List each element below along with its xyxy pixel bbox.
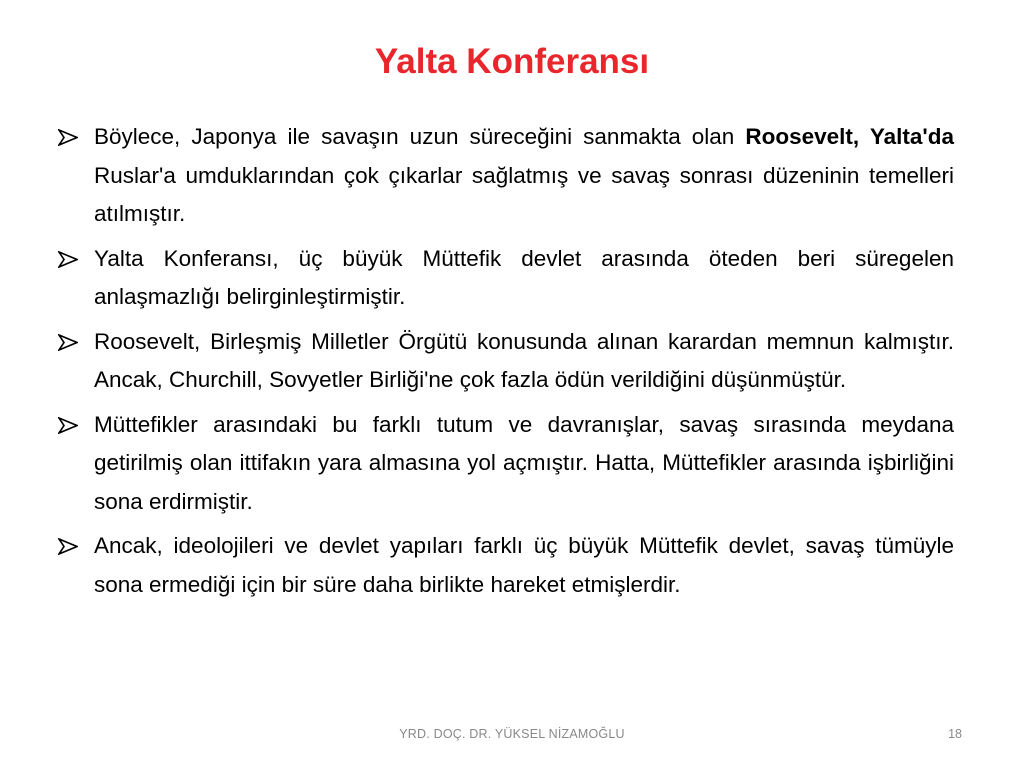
bullet-text-1-bold: Roosevelt, Yalta'da [745,124,954,149]
bullet-text-1-pre: Böylece, Japonya ile savaşın uzun süreceğini sanmakta olan [94,124,746,149]
bullet-text-4: Müttefikler arasındaki bu farklı tutum ve davranışlar, savaş sırasında meydana getirilmiş olan ittifakın yara almasına yol açmıştır. Hatta, Müttefikler arasında işbirliğini sona erdirmiştir. [94,411,954,514]
footer-author: YRD. DOÇ. DR. YÜKSEL NİZAMOĞLU [399,727,625,741]
bullet-text-5: Ancak, ideolojileri ve devlet yapıları farklı üç büyük Müttefik devlet, savaş tümüyle sona ermediği için bir süre daha birlikte hareket etmişlerdir. [94,533,954,597]
bullet-item-5 [56,527,954,604]
arrowhead-bullet-icon [58,334,78,351]
slide-title: Yalta Konferansı [374,42,650,81]
bullet-item-3 [56,323,954,400]
arrowhead-bullet-icon [58,417,78,434]
bullet-item-4 [56,406,954,522]
bullet-text-3: Roosevelt, Birleşmiş Milletler Örgütü konusunda alınan karardan memnun kalmıştır. Ancak, Churchill, Sovyetler Birliği'ne çok fazla ödün verildiğini düşünmüştür. [94,328,954,392]
bullet-item-1 [56,118,954,234]
bullet-text-1-post: Ruslar'a umduklarından çok çıkarlar sağlatmış ve savaş sonrası düzeninin temelleri atılmıştır. [94,162,954,226]
bullet-item-2 [56,240,954,317]
arrowhead-bullet-icon [58,251,78,268]
bullet-list [56,118,954,610]
arrowhead-bullet-icon [58,129,78,146]
arrowhead-bullet-icon [58,538,78,555]
page-number: 18 [948,727,962,741]
bullet-text-2: Yalta Konferansı, üç büyük Müttefik devlet arasında öteden beri süregelen anlaşmazlığı belirginleştirmiştir. [94,245,954,309]
